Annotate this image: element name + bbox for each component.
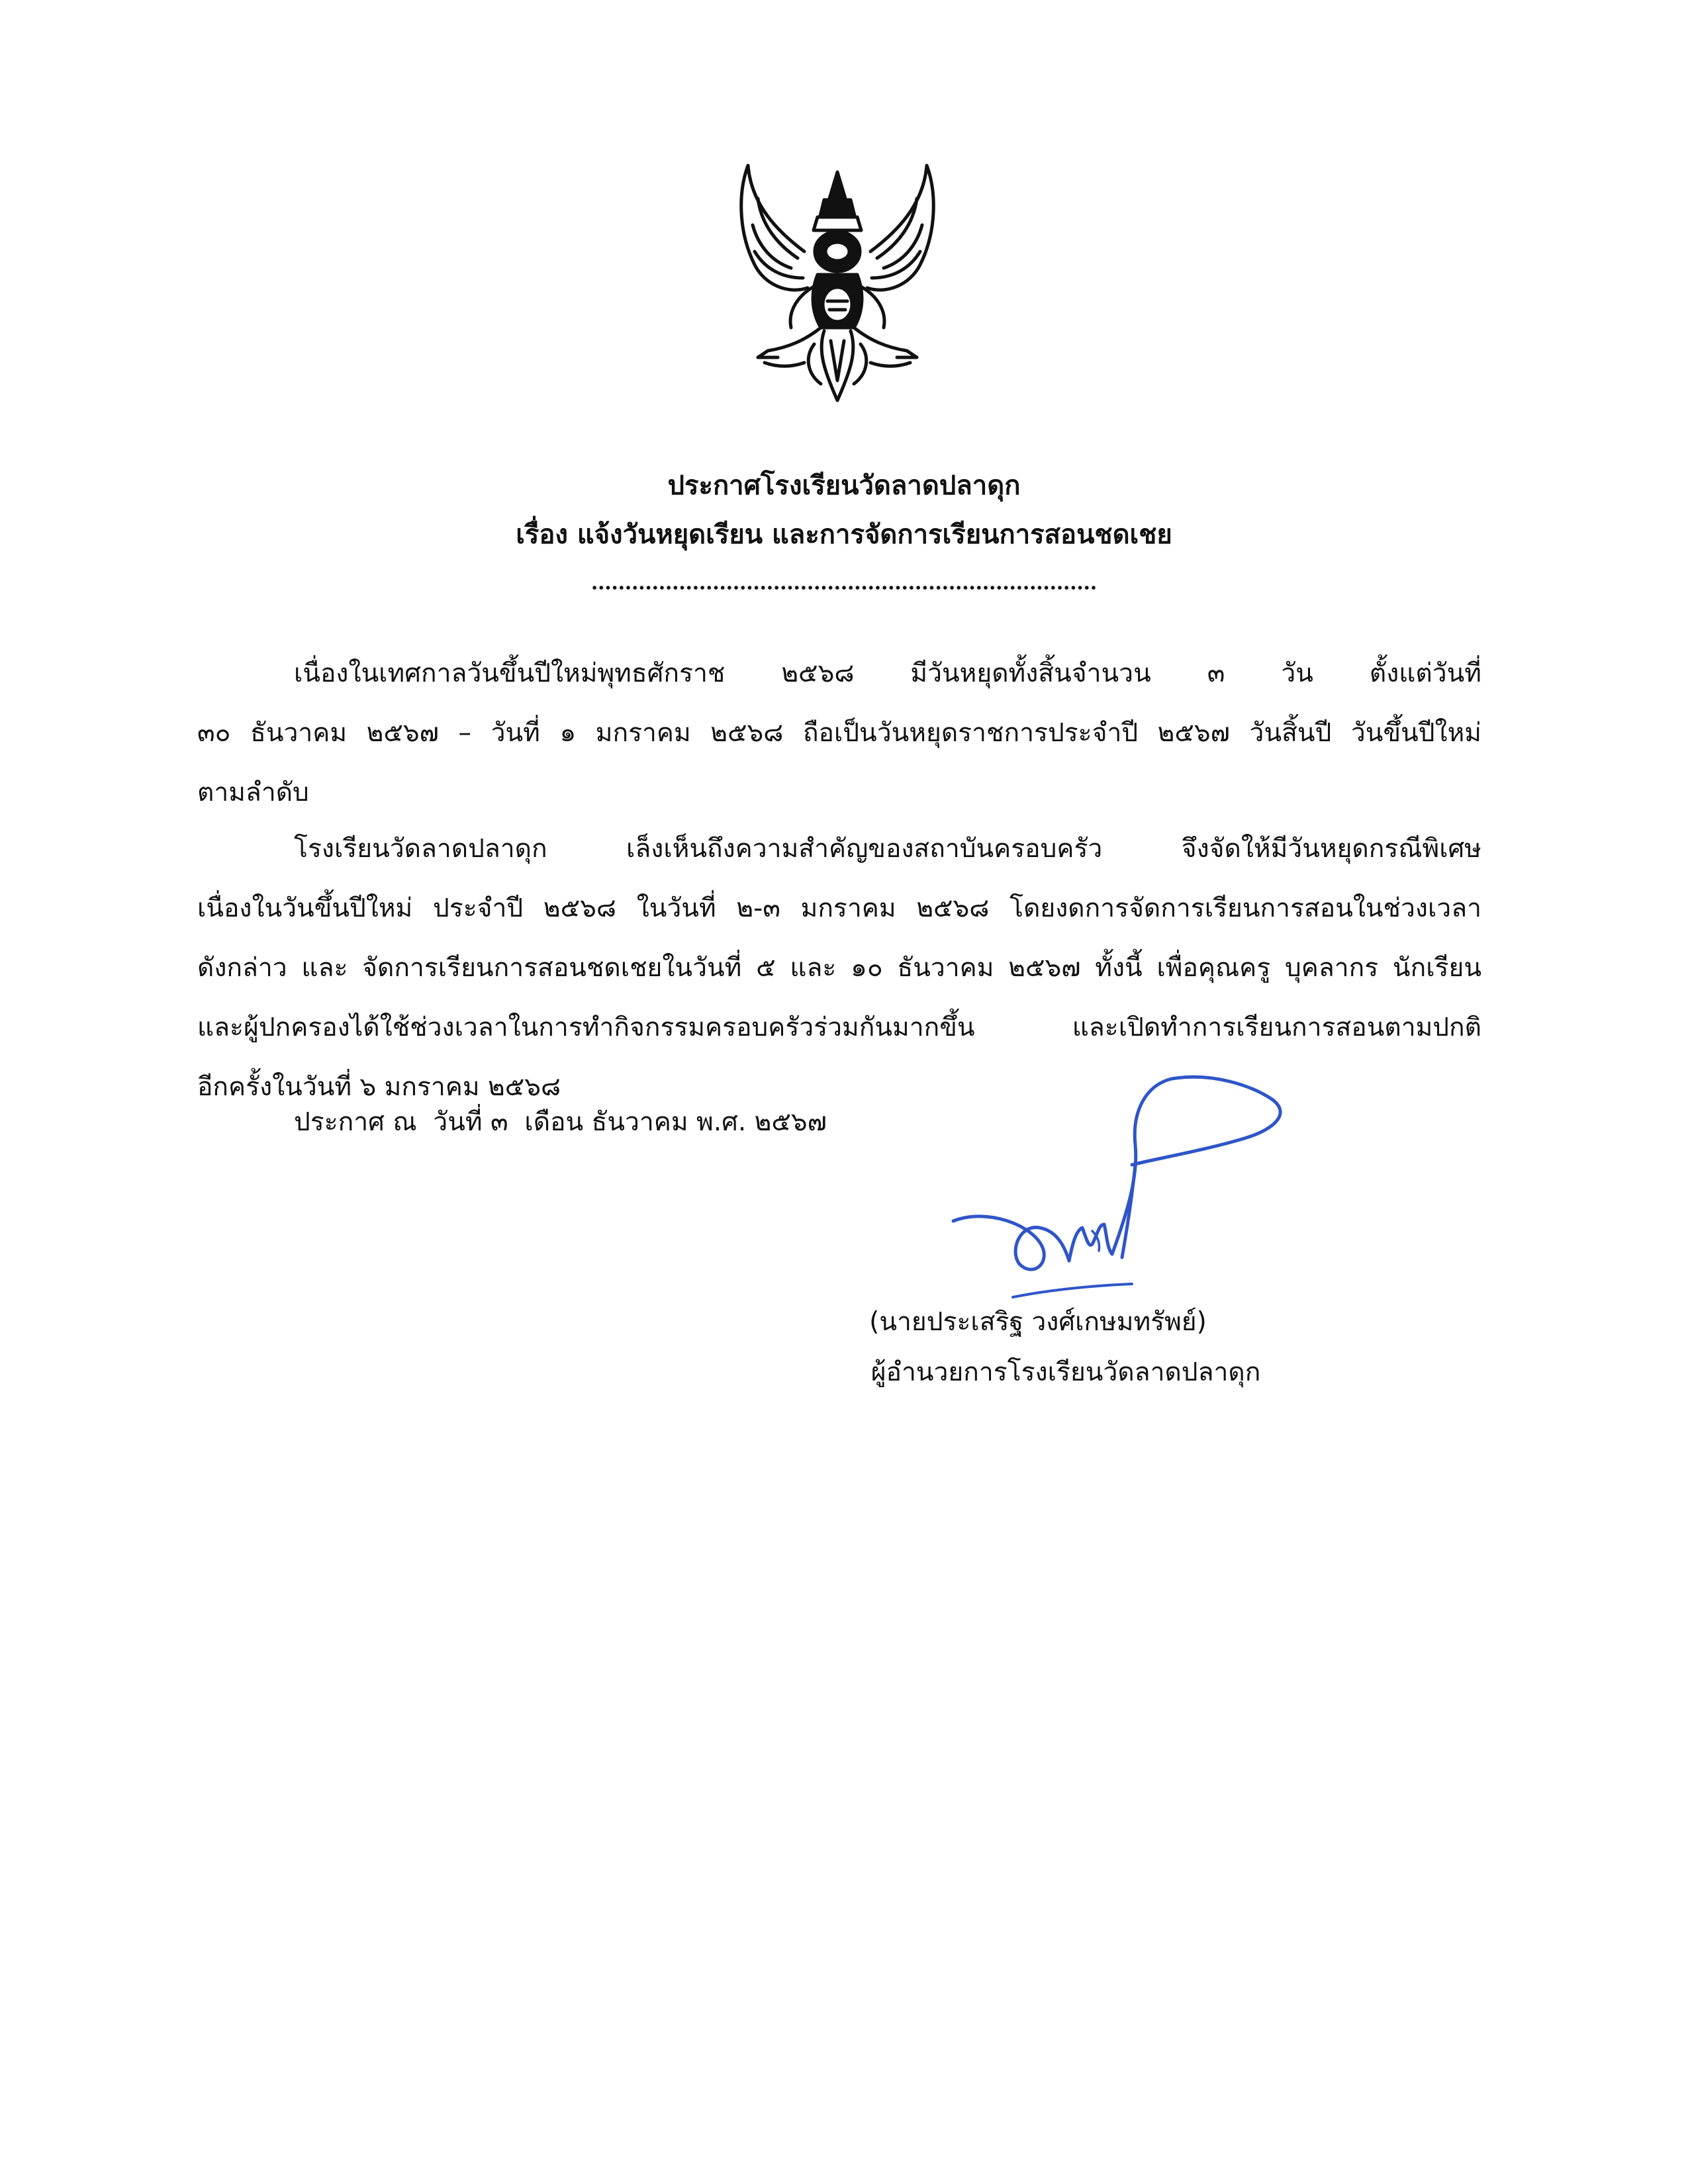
paragraph-line: เนื่องในเทศกาลวันขึ้นปีใหม่พุทธศักราช ๒๕๖๘ มีวันหยุดทั้งสิ้นจำนวน ๓ วัน ตั้งแต่วันที่	[294, 659, 1481, 688]
dotted-separator	[591, 584, 1097, 592]
paragraph-holiday	[197, 644, 1481, 823]
paragraph-line: และผู้ปกครองได้ใช้ช่วงเวลาในการทำกิจกรรมครอบครัวร่วมกันมากขึ้น และเปิดทำการเรียนการสอนตามปกติ	[197, 1013, 1481, 1042]
document-title: ประกาศโรงเรียนวัดลาดปลาดุก	[667, 471, 1021, 501]
paragraph-line: ดังกล่าว และ จัดการเรียนการสอนชดเชยในวันที่ ๕ และ ๑๐ ธันวาคม ๒๕๖๗ ทั้งนี้ เพื่อคุณครู บุคลากร นักเรียน	[197, 953, 1481, 983]
paragraph-line: อีกครั้งในวันที่ ๖ มกราคม ๒๕๖๘	[197, 1072, 561, 1102]
handwritten-signature-icon	[933, 1066, 1317, 1343]
paragraph-line: เนื่องในวันขึ้นปีใหม่ ประจำปี ๒๕๖๘ ในวันที่ ๒-๓ มกราคม ๒๕๖๘ โดยงดการจัดการเรียนการสอนในช่วงเวลา	[197, 893, 1481, 923]
signer-position: ผู้อำนวยการโรงเรียนวัดลาดปลาดุก	[870, 1357, 1261, 1387]
signer-name: (นายประเสริฐ วงศ์เกษมทรัพย์)	[869, 1307, 1207, 1337]
garuda-emblem-icon	[725, 152, 950, 407]
paragraph-line: ตามลำดับ	[197, 778, 309, 807]
document-subject: เรื่อง แจ้งวันหยุดเรียน และการจัดการเรียนการสอนชดเชย	[516, 520, 1172, 550]
paragraph-line: ๓๐ ธันวาคม ๒๕๖๗ – วันที่ ๑ มกราคม ๒๕๖๘ ถือเป็นวันหยุดราชการประจำปี ๒๕๖๗ วันสิ้นปี วันขึ้นปีใหม่	[197, 718, 1481, 748]
paragraph-line: โรงเรียนวัดลาดปลาดุก เล็งเห็นถึงความสำคัญของสถาบันครอบครัว จึงจัดให้มีวันหยุดกรณีพิเศษ	[294, 834, 1481, 864]
announcement-date: ประกาศ ณ วันที่ ๓ เดือน ธันวาคม พ.ศ. ๒๕๖๗	[294, 1107, 827, 1137]
